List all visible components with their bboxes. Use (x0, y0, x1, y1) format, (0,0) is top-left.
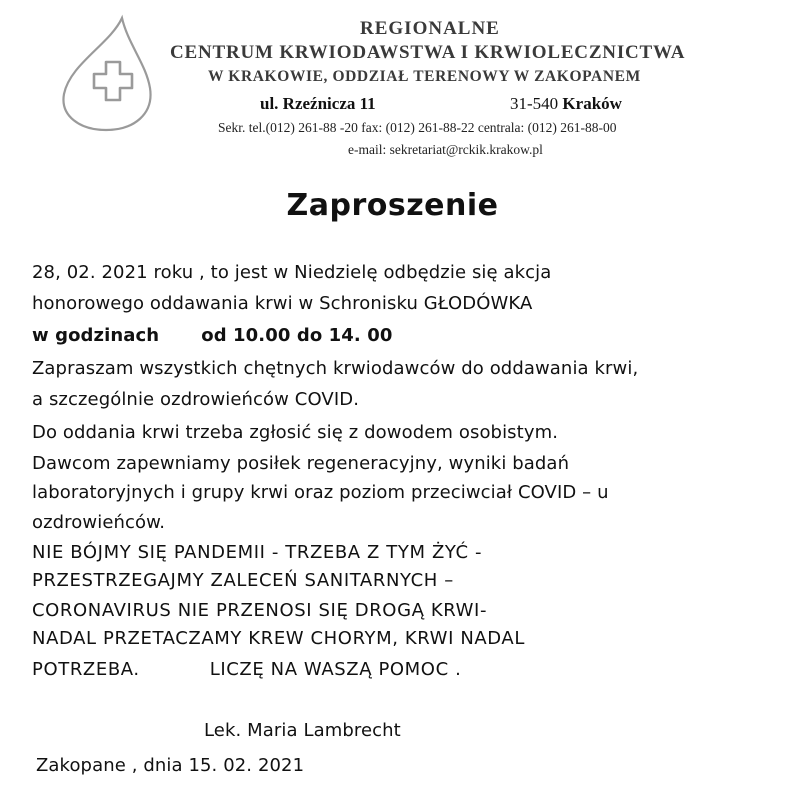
postal-code: 31-540 (510, 94, 559, 113)
city-name: Kraków (562, 94, 622, 113)
hours-value: od 10.00 do 14. 00 (201, 325, 393, 346)
blood-drop-cross-logo (50, 14, 166, 132)
org-name-line3: W KRAKOWIE, ODDZIAŁ TERENOWY W ZAKOPANEM (208, 68, 641, 85)
body-line-6: Do oddania krwi trzeba zgłosić się z dowodem osobistym. (32, 422, 559, 443)
closing-text-a: POTRZEBA. (32, 659, 140, 680)
address-city (510, 94, 622, 114)
closing-text-b: LICZĘ NA WASZĄ POMOC . (209, 659, 462, 680)
body-line-14 (32, 659, 461, 680)
signature: Lek. Maria Lambrecht (204, 720, 401, 741)
body-line-9: ozdrowieńców. (32, 512, 166, 533)
contact-phones: Sekr. tel.(012) 261-88 -20 fax: (012) 261-88-22 centrala: (012) 261-88-00 (218, 120, 617, 135)
body-line-11: PRZESTRZEGAJMY ZALECEŃ SANITARNYCH – (32, 570, 454, 591)
place-date: Zakopane , dnia 15. 02. 2021 (36, 755, 305, 776)
body-line-4: Zapraszam wszystkich chętnych krwiodawców do oddawania krwi, (32, 358, 639, 379)
body-line-8: laboratoryjnych i grupy krwi oraz poziom przeciwciał COVID – u (32, 482, 609, 503)
body-line-10: NIE BÓJMY SIĘ PANDEMII - TRZEBA Z TYM ŻYĆ - (32, 542, 483, 563)
body-line-5: a szczególnie ozdrowieńców COVID. (32, 389, 360, 410)
body-line-3 (32, 325, 392, 346)
org-name-line1: REGIONALNE (360, 18, 500, 39)
address-street: ul. Rzeźnicza 11 (260, 94, 376, 113)
body-line-12: CORONAVIRUS NIE PRZENOSI SIĘ DROGĄ KRWI- (32, 600, 488, 621)
contact-email: e-mail: sekretariat@rckik.krakow.pl (348, 142, 543, 157)
body-line-2: honorowego oddawania krwi w Schronisku GŁODÓWKA (32, 293, 533, 314)
org-name-line2: CENTRUM KRWIODAWSTWA I KRWIOLECZNICTWA (170, 42, 686, 63)
hours-label: w godzinach (32, 325, 160, 346)
body-line-7: Dawcom zapewniamy posiłek regeneracyjny, wyniki badań (32, 453, 570, 474)
body-line-13: NADAL PRZETACZAMY KREW CHORYM, KRWI NADAL (32, 628, 525, 649)
body-line-1: 28, 02. 2021 roku , to jest w Niedzielę odbędzie się akcja (32, 262, 552, 283)
document-title: Zaproszenie (286, 188, 499, 223)
